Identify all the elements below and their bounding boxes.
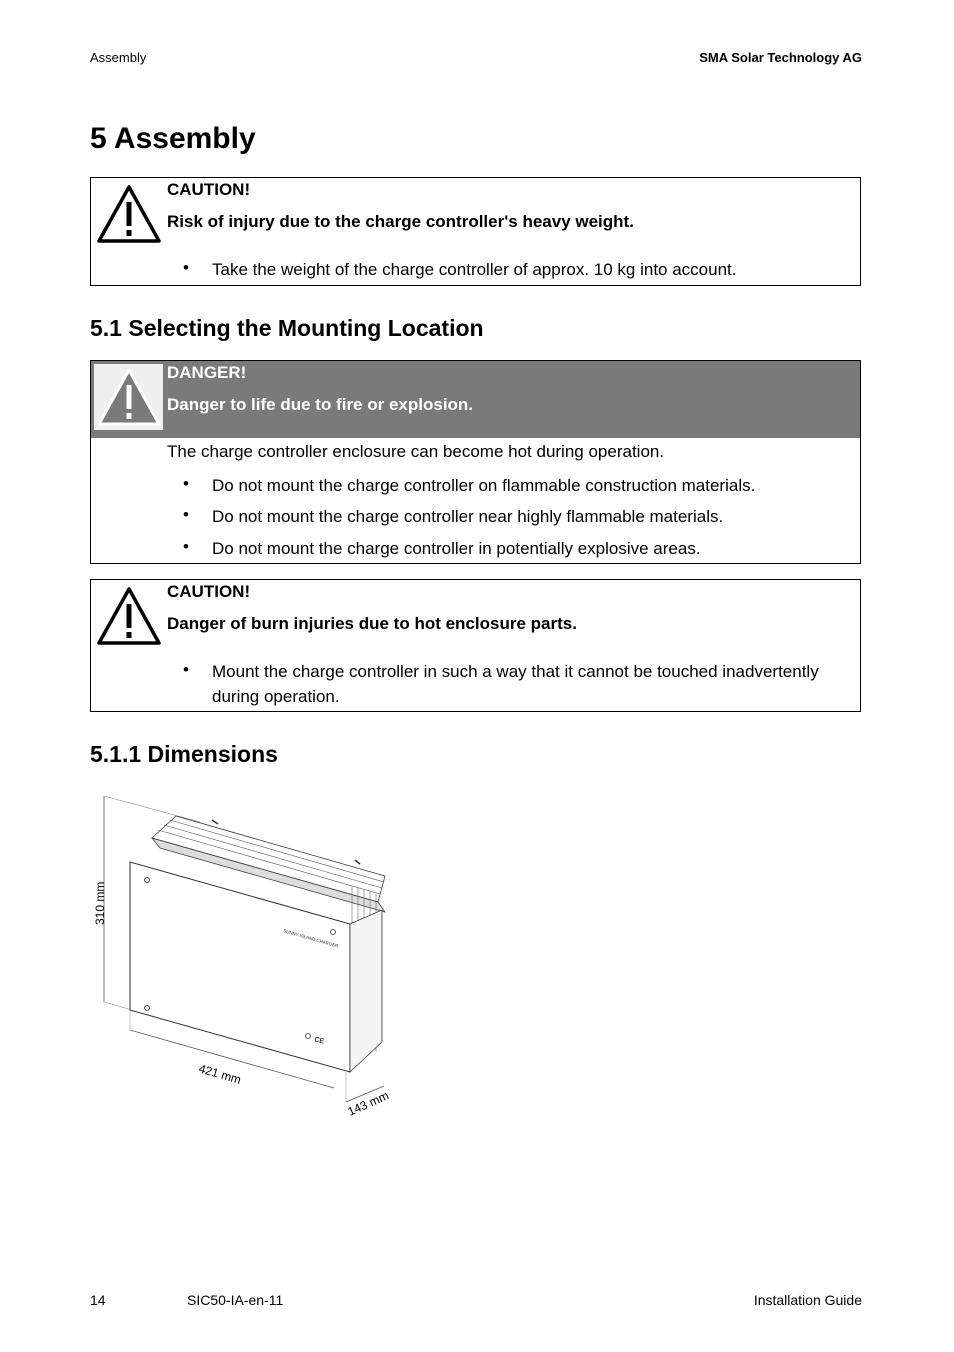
height-dimension-label: 310 mm	[93, 881, 107, 925]
section-heading-mounting-location: 5.1 Selecting the Mounting Location	[90, 315, 484, 341]
caution-instruction: Take the weight of the charge controller of approx. 10 kg into account.	[212, 260, 737, 279]
danger-intro: The charge controller enclosure can become hot during operation.	[167, 442, 665, 461]
bullet-icon: •	[183, 474, 189, 493]
warning-triangle-icon	[96, 184, 162, 244]
width-dimension-label: 421 mm	[197, 1061, 243, 1087]
danger-instruction: Do not mount the charge controller in potentially explosive areas.	[212, 539, 701, 558]
header-section: Assembly	[90, 50, 147, 65]
dimensions-figure	[80, 790, 400, 1130]
document-id: SIC50-IA-en-11	[187, 1292, 284, 1308]
warning-icon-tile	[94, 364, 163, 430]
caution-hazard-text: Risk of injury due to the charge controller's heavy weight.	[167, 212, 634, 231]
warning-triangle-icon	[96, 367, 162, 427]
caution-signal-word: CAUTION!	[167, 180, 251, 199]
danger-instruction: Do not mount the charge controller near highly flammable materials.	[212, 507, 724, 526]
section-heading-dimensions: 5.1.1 Dimensions	[90, 741, 278, 767]
page-title: 5 Assembly	[90, 122, 256, 155]
header-company: SMA Solar Technology AG	[699, 50, 862, 65]
warning-triangle-icon	[96, 586, 162, 646]
caution-hazard-text: Danger of burn injuries due to hot enclosure parts.	[167, 614, 577, 633]
bullet-icon: •	[183, 258, 189, 277]
bullet-icon: •	[183, 505, 189, 524]
caution-box-weight	[90, 177, 861, 286]
danger-signal-word: DANGER!	[167, 363, 247, 382]
caution-instruction: Mount the charge controller in such a way that it cannot be touched inadvertently during operation.	[212, 662, 819, 706]
caution-signal-word: CAUTION!	[167, 582, 251, 601]
danger-box-fire	[90, 360, 861, 564]
caution-box-burn	[90, 579, 861, 712]
document-type: Installation Guide	[753, 1292, 862, 1308]
bullet-icon: •	[183, 537, 189, 556]
danger-hazard-text: Danger to life due to fire or explosion.	[167, 395, 474, 414]
ce-mark: CE	[313, 1036, 325, 1046]
page-number: 14	[90, 1292, 106, 1308]
bullet-icon: •	[183, 660, 189, 679]
device-label: SUNNY ISLAND CHARGER	[282, 928, 339, 949]
danger-instruction: Do not mount the charge controller on flammable construction materials.	[212, 476, 756, 495]
danger-header-band	[91, 361, 860, 438]
depth-dimension-label: 143 mm	[345, 1088, 391, 1119]
